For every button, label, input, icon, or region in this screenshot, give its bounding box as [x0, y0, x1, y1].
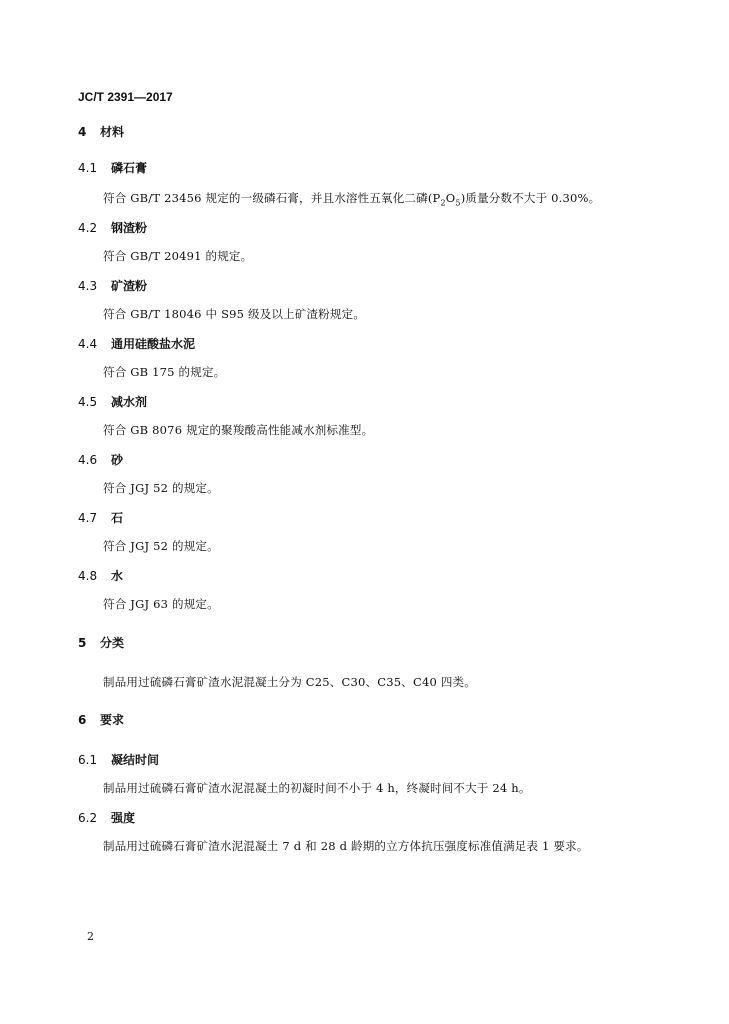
subsection-heading-4-5: 4.5 减水剂: [78, 395, 148, 409]
paragraph-4-4: 符合 GB 175 的规定。: [103, 365, 226, 379]
section-number: 4: [78, 125, 87, 139]
paragraph-4-8: 符合 JGJ 63 的规定。: [103, 597, 219, 611]
subsection-heading-4-8: 4.8 水: [78, 569, 124, 583]
section-heading-4: [78, 123, 124, 140]
paragraph-4-2: 符合 GB/T 20491 的规定。: [103, 249, 253, 263]
subsection-heading-6-1: 6.1 凝结时间: [78, 753, 160, 767]
paragraph-6-2: 制品用过硫磷石膏矿渣水泥混凝土 7 d 和 28 d 龄期的立方体抗压强度标准值满足表 1 要求。: [103, 839, 589, 853]
paragraph-5: 制品用过硫磷石膏矿渣水泥混凝土分为 C25、C30、C35、C40 四类。: [103, 675, 476, 689]
subsection-heading-4-3: 4.3 矿渣粉: [78, 279, 148, 293]
section-heading-5: 5 分类: [78, 636, 125, 650]
paragraph-4-7: 符合 JGJ 52 的规定。: [103, 539, 219, 553]
subsection-heading-4-2: 4.2 钢渣粉: [78, 221, 148, 235]
paragraph-4-3: 符合 GB/T 18046 中 S95 级及以上矿渣粉规定。: [103, 307, 366, 321]
subsection-heading-4-1: 4.1 磷石膏: [78, 161, 148, 175]
subsection-heading-4-4: 4.4 通用硅酸盐水泥: [78, 337, 196, 351]
section-title: 材料: [100, 125, 125, 139]
paragraph-4-6: 符合 JGJ 52 的规定。: [103, 481, 219, 495]
paragraph-6-1: 制品用过硫磷石膏矿渣水泥混凝土的初凝时间不小于 4 h，终凝时间不大于 24 h。: [103, 781, 531, 795]
subsection-heading-4-7: 4.7 石: [78, 511, 124, 525]
page-number: 2: [87, 930, 94, 943]
standard-number: JC/T 2391—2017: [78, 90, 173, 104]
section-heading-6: 6 要求: [78, 713, 125, 727]
paragraph-4-1: 符合 GB/T 23456 规定的一级磷石膏，并且水溶性五氧化二磷$(P_2O_5)$质量分数不大于 0.30%。: [103, 191, 601, 208]
subsection-heading-6-2: 6.2 强度: [78, 811, 136, 825]
paragraph-4-5: 符合 GB 8076 规定的聚羧酸高性能减水剂标准型。: [103, 423, 374, 437]
subsection-heading-4-6: 4.6 砂: [78, 453, 124, 467]
